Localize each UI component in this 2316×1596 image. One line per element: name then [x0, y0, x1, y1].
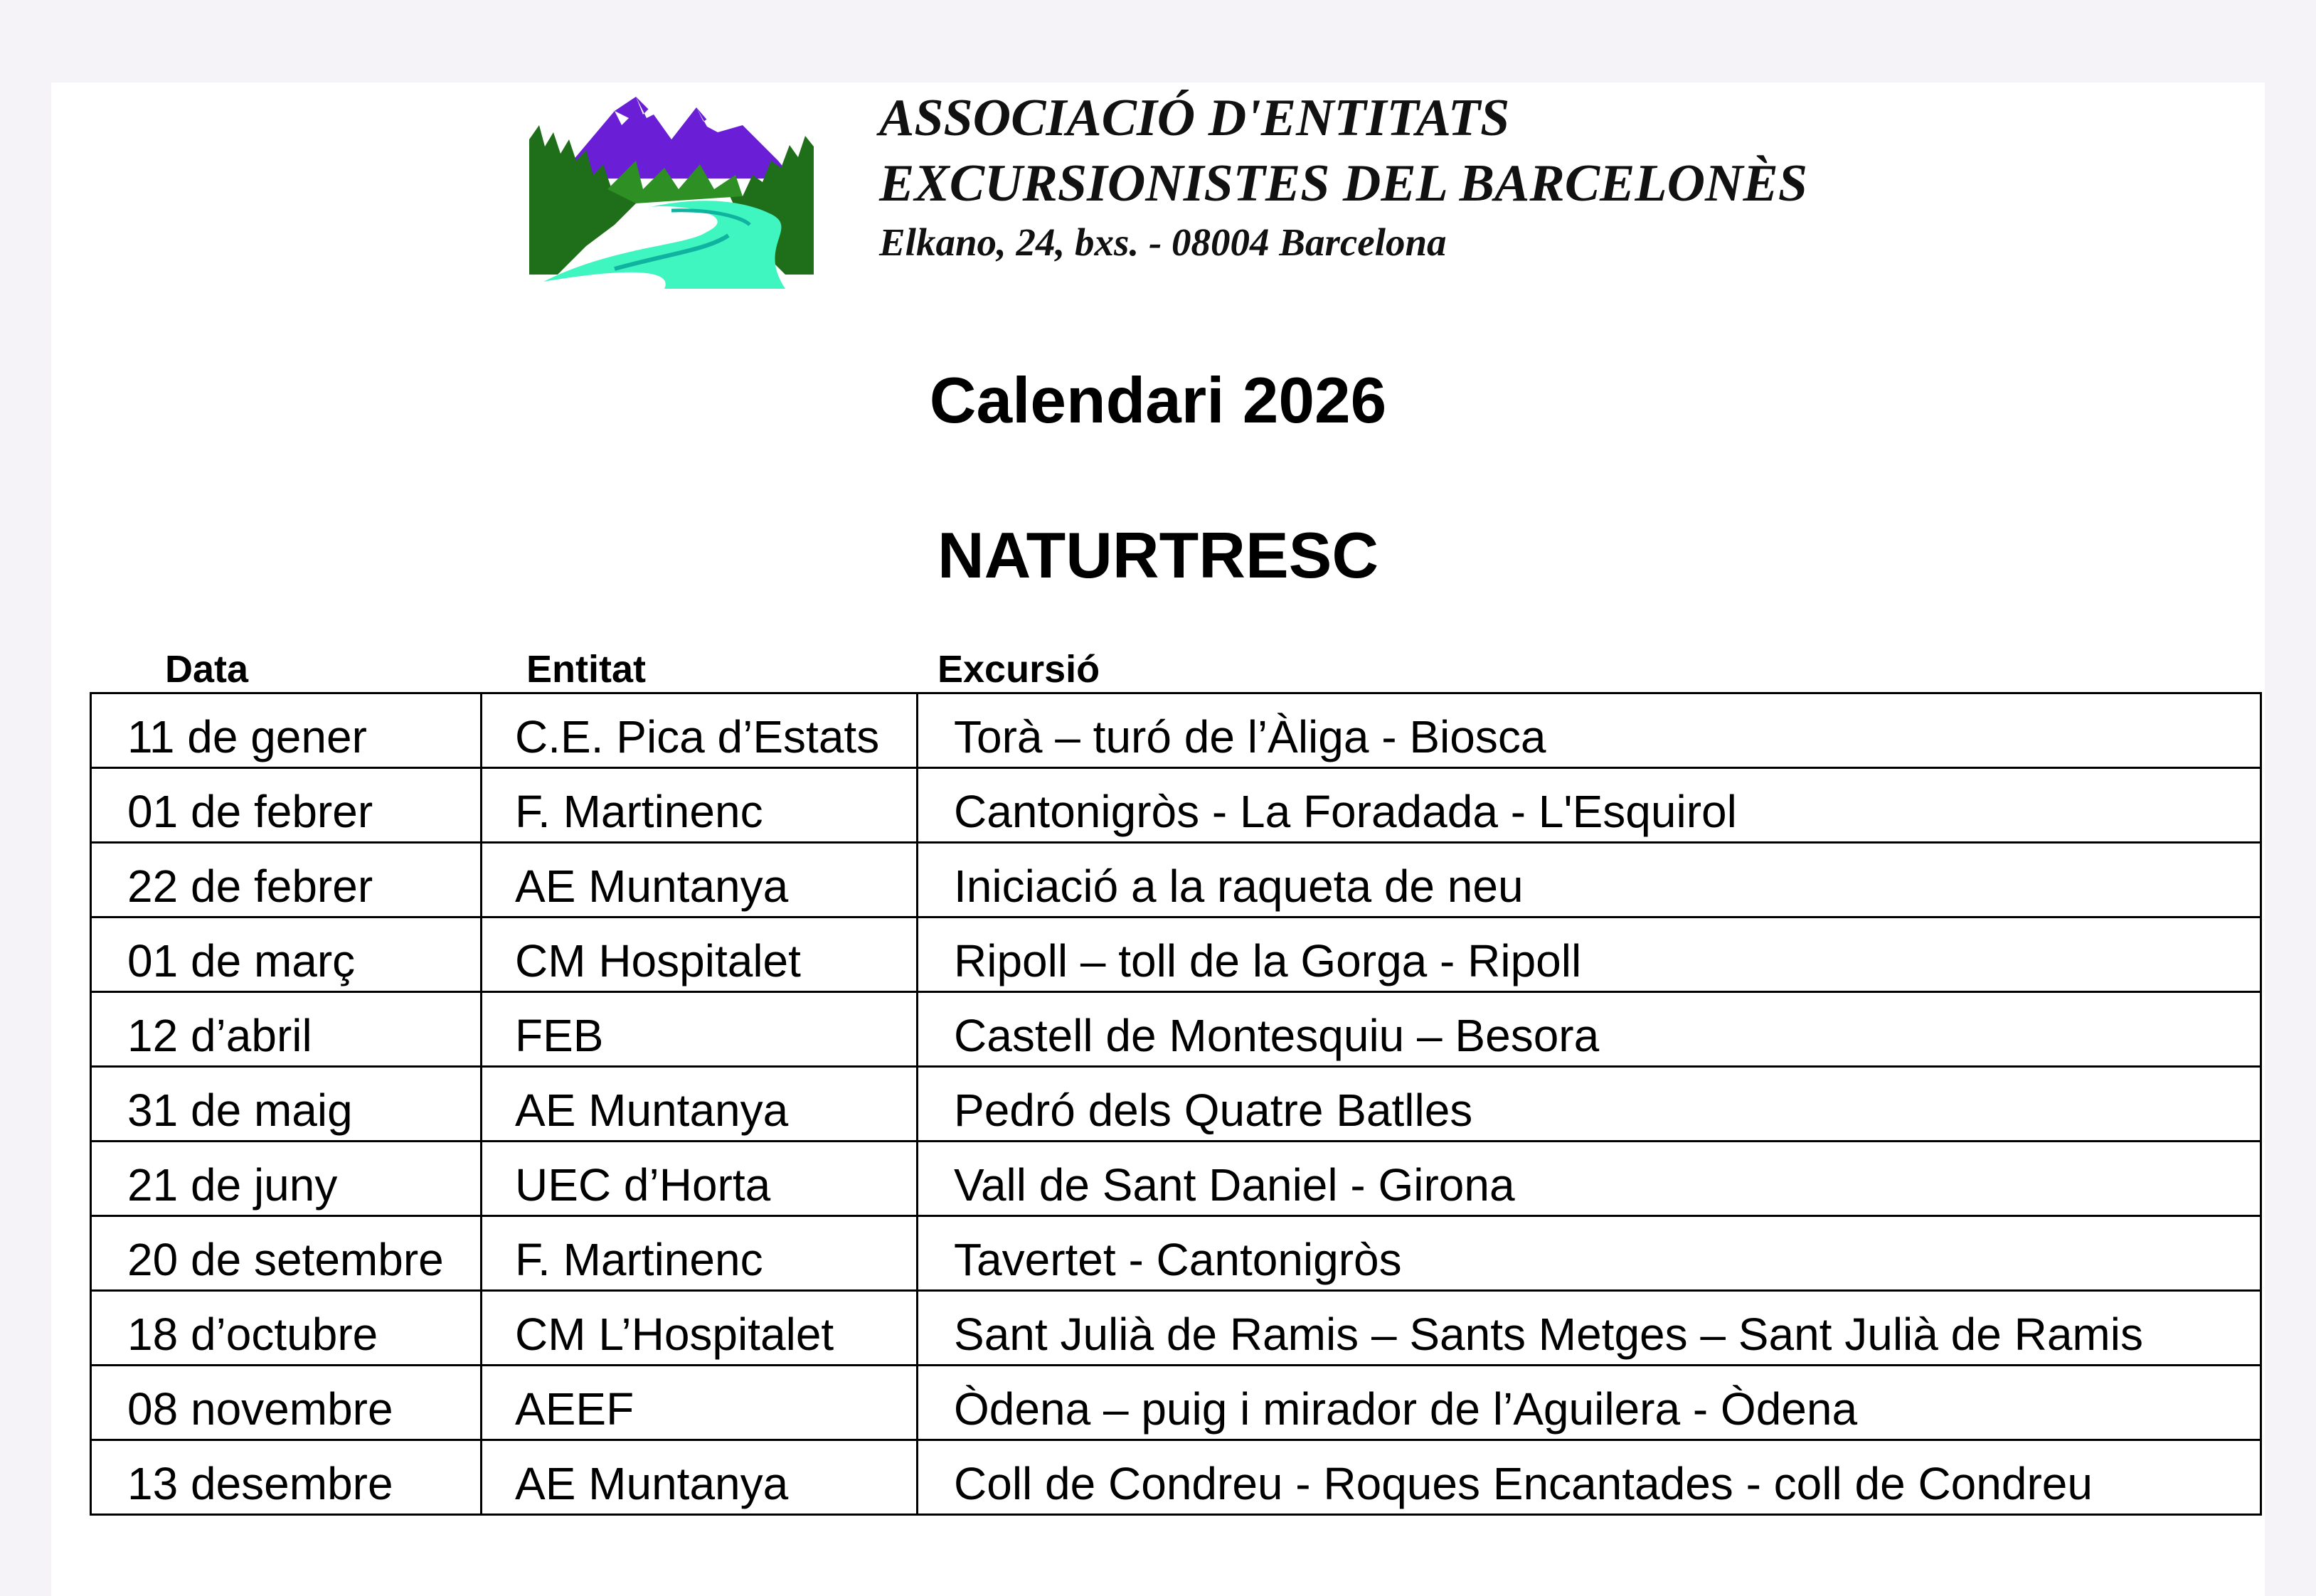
- column-header-entity: Entitat: [526, 648, 646, 691]
- cell-entity: AE Muntanya: [482, 1440, 918, 1515]
- table-row: [91, 1291, 2261, 1366]
- cell-entity: C.E. Pica d’Estats: [482, 693, 918, 768]
- page-title: Calendari 2026: [929, 365, 1387, 437]
- cell-excursion: Coll de Condreu - Roques Encantades - coll de Condreu: [918, 1440, 2261, 1515]
- cell-excursion: Castell de Montesquiu – Besora: [918, 992, 2261, 1067]
- cell-date: 31 de maig: [91, 1067, 482, 1142]
- cell-excursion: Tavertet - Cantonigròs: [918, 1216, 2261, 1291]
- cell-excursion: Torà – turó de l’Àliga - Biosca: [918, 693, 2261, 768]
- cell-entity: F. Martinenc: [482, 1216, 918, 1291]
- cell-date: 13 desembre: [91, 1440, 482, 1515]
- column-header-date: Data: [165, 648, 249, 691]
- cell-excursion: Cantonigròs - La Foradada - L'Esquirol: [918, 768, 2261, 843]
- cell-excursion: Òdena – puig i mirador de l’Aguilera - Òdena: [918, 1366, 2261, 1440]
- table-row: [91, 768, 2261, 843]
- cell-date: 01 de març: [91, 917, 482, 992]
- mountain-river-logo-icon: [529, 83, 814, 289]
- table-row: [91, 693, 2261, 768]
- cell-excursion: Vall de Sant Daniel - Girona: [918, 1142, 2261, 1216]
- page-subtitle: NATURTRESC: [937, 520, 1379, 592]
- table-row: [91, 1142, 2261, 1216]
- table-row: [91, 917, 2261, 992]
- table-row: [91, 1366, 2261, 1440]
- cell-date: 01 de febrer: [91, 768, 482, 843]
- cell-entity: CM Hospitalet: [482, 917, 918, 992]
- table-row: [91, 843, 2261, 917]
- cell-date: 22 de febrer: [91, 843, 482, 917]
- document-page: [51, 83, 2265, 1596]
- table-row: [91, 1216, 2261, 1291]
- cell-excursion: Ripoll – toll de la Gorga - Ripoll: [918, 917, 2261, 992]
- cell-date: 11 de gener: [91, 693, 482, 768]
- organization-address: Elkano, 24, bxs. - 08004 Barcelona: [879, 220, 1447, 264]
- cell-entity: FEB: [482, 992, 918, 1067]
- cell-entity: UEC d’Horta: [482, 1142, 918, 1216]
- cell-date: 08 novembre: [91, 1366, 482, 1440]
- cell-entity: AE Muntanya: [482, 843, 918, 917]
- organization-name-line1: ASSOCIACIÓ D'ENTITATS: [879, 89, 1510, 147]
- calendar-table: [90, 692, 2262, 1516]
- organization-name-line2: EXCURSIONISTES DEL BARCELONÈS: [879, 154, 1808, 213]
- cell-entity: AEEF: [482, 1366, 918, 1440]
- table-row: [91, 1067, 2261, 1142]
- cell-excursion: Iniciació a la raqueta de neu: [918, 843, 2261, 917]
- table-row: [91, 1440, 2261, 1515]
- cell-entity: AE Muntanya: [482, 1067, 918, 1142]
- cell-entity: F. Martinenc: [482, 768, 918, 843]
- cell-excursion: Sant Julià de Ramis – Sants Metges – Sant Julià de Ramis: [918, 1291, 2261, 1366]
- cell-date: 12 d’abril: [91, 992, 482, 1067]
- cell-date: 20 de setembre: [91, 1216, 482, 1291]
- cell-entity: CM L’Hospitalet: [482, 1291, 918, 1366]
- table-row: [91, 992, 2261, 1067]
- cell-date: 18 d’octubre: [91, 1291, 482, 1366]
- cell-excursion: Pedró dels Quatre Batlles: [918, 1067, 2261, 1142]
- column-header-excursion: Excursió: [937, 648, 1100, 691]
- organization-block: [879, 85, 1807, 267]
- cell-date: 21 de juny: [91, 1142, 482, 1216]
